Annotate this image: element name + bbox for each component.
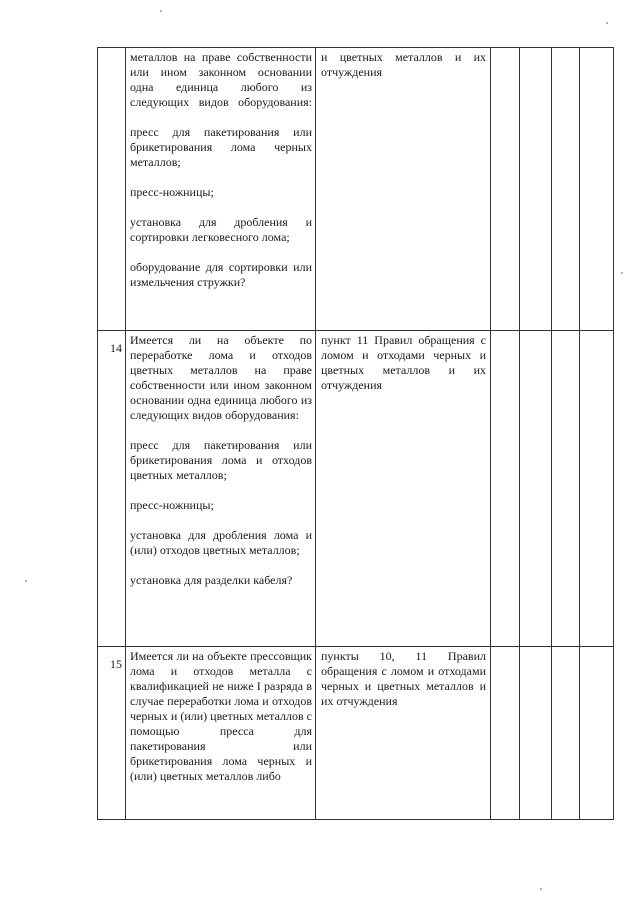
answer-cell bbox=[552, 48, 580, 331]
reference-text: пункт 11 Правил обращения с ломом и отходами черных и цветных металлов и их отчуждения bbox=[321, 333, 486, 392]
row-number: 15 bbox=[98, 647, 126, 820]
table-row bbox=[98, 331, 614, 647]
answer-cell bbox=[552, 331, 580, 647]
table-row bbox=[98, 647, 614, 820]
answer-cell bbox=[491, 647, 520, 820]
question-paragraph: Имеется ли на объекте прессовщик лома и отходов металла с квалификацией не ниже I разряда в случае переработки лома и отходов черных и (или) цветных металлов с помощью пресса для пакетирования или брикетирования лома черных и (или) цветных металлов либо bbox=[130, 649, 312, 783]
question-paragraph: пресс-ножницы; bbox=[130, 498, 214, 512]
scan-speck bbox=[606, 22, 608, 24]
answer-cell bbox=[520, 331, 552, 647]
answer-cell bbox=[491, 331, 520, 647]
answer-cell bbox=[491, 48, 520, 331]
answer-cell bbox=[520, 48, 552, 331]
checklist-table bbox=[97, 47, 614, 820]
question-paragraph: установка для дробления лома и (или) отходов цветных металлов; bbox=[130, 528, 312, 557]
scan-speck bbox=[540, 888, 542, 890]
question-paragraph: установка для разделки кабеля? bbox=[130, 573, 293, 587]
question-cell bbox=[126, 647, 316, 820]
answer-cell bbox=[580, 48, 614, 331]
answer-cell bbox=[552, 647, 580, 820]
reference-text: пункты 10, 11 Правил обращения с ломом и отходами черных и цветных металлов и их отчуждения bbox=[321, 649, 486, 708]
row-number bbox=[98, 48, 126, 331]
question-cell bbox=[126, 331, 316, 647]
scan-speck bbox=[160, 10, 162, 12]
question-paragraph: оборудование для сортировки или измельчения стружки? bbox=[130, 260, 312, 289]
question-paragraph: пресс-ножницы; bbox=[130, 185, 214, 199]
question-paragraph: пресс для пакетирования или брикетирования лома черных металлов; bbox=[130, 125, 312, 169]
reference-cell bbox=[316, 48, 491, 331]
question-paragraph: металлов на праве собственности или ином законном основании одна единица любого из следующих видов оборудования: bbox=[130, 50, 312, 109]
scan-speck bbox=[621, 272, 623, 274]
answer-cell bbox=[580, 647, 614, 820]
reference-cell bbox=[316, 647, 491, 820]
table-row bbox=[98, 48, 614, 331]
question-paragraph: установка для дробления и сортировки легковесного лома; bbox=[130, 215, 312, 244]
question-paragraph: Имеется ли на объекте по переработке лома и отходов цветных металлов на праве собственности или ином законном основании одна единица любого из следующих видов оборудования: bbox=[130, 333, 312, 422]
scan-speck bbox=[25, 580, 27, 582]
answer-cell bbox=[580, 331, 614, 647]
row-number: 14 bbox=[98, 331, 126, 647]
question-paragraph: пресс для пакетирования или брикетирования лома и отходов цветных металлов; bbox=[130, 438, 312, 482]
question-cell bbox=[126, 48, 316, 331]
reference-text: и цветных металлов и их отчуждения bbox=[321, 50, 486, 79]
answer-cell bbox=[520, 647, 552, 820]
reference-cell bbox=[316, 331, 491, 647]
